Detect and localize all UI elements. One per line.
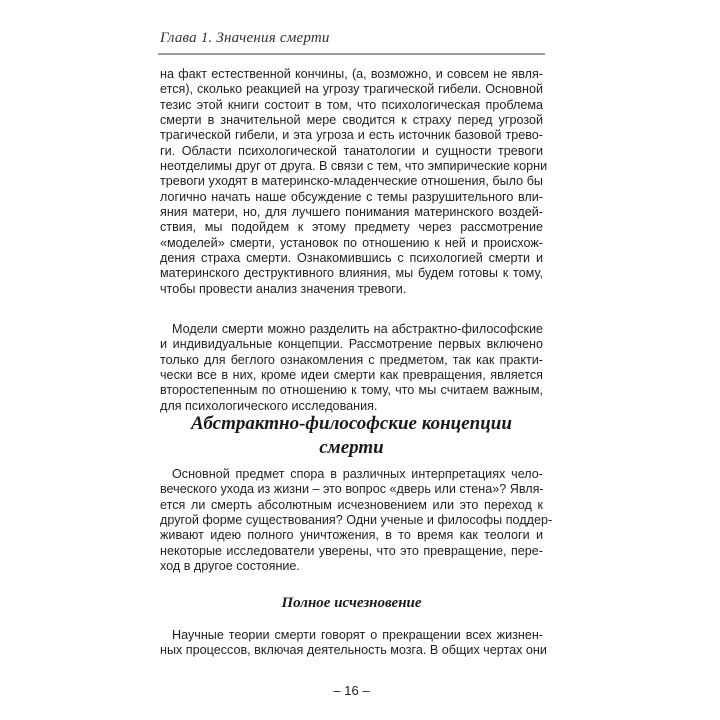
text-line: ется), сколько реакцией на угрозу трагической гибели. Основной (160, 82, 543, 97)
text-line: материнского деструктивного влияния, мы будем готовы к тому, (160, 266, 543, 281)
paragraph-3-text (160, 467, 553, 574)
running-head: Глава 1. Значения смерти (160, 30, 330, 46)
section-heading-line: смерти (319, 437, 384, 458)
text-line: Научные теории смерти говорят о прекращении всех жизнен- (172, 628, 543, 642)
text-line: дения страха смерти. Ознакомившись с психологией смерти и (160, 251, 543, 266)
text-line: веческого ухода из жизни – это вопрос «дверь или стена»? Явля- (160, 482, 544, 497)
text-line: ется ли смерть абсолютным исчезновением или это переход к (160, 497, 543, 512)
paragraph-4 (160, 628, 547, 659)
text-line: ствия, мы подойдем к этому предмету через рассмотрение (160, 220, 543, 235)
text-line: для психологического исследования. (160, 398, 378, 413)
text-line: трагической гибели, и эта угроза и есть источник базовой трево- (160, 128, 543, 143)
text-line: ги. Области психологической танатологии и сущности тревоги (160, 143, 543, 158)
text-line: тревоги уходят в материнско-младенческие отношения, было бы (160, 174, 543, 189)
page-number: – 16 – (333, 683, 370, 698)
text-line: тезис этой книги состоит в том, что психологическая проблема (160, 97, 543, 112)
section-heading (160, 412, 543, 460)
text-line: на факт естественной кончины, (а, возможно, и совсем не явля- (160, 67, 543, 81)
paragraph-2-text (160, 322, 543, 414)
text-line: неотделимы друг от друга. В связи с тем, что эмпирические корни (160, 159, 548, 174)
text-line: ход в другое состояние. (160, 559, 300, 574)
paragraph-1-text (160, 67, 548, 297)
section-heading-line: Абстрактно-философские концепции (191, 413, 512, 434)
paragraph-1 (160, 67, 548, 297)
text-line: чтобы провести анализ значения тревоги. (160, 281, 407, 296)
text-line: яния матери, но, для лучшего понимания материнского воздей- (160, 205, 543, 220)
subsection-heading: Полное исчезновение (281, 595, 422, 611)
text-line: некоторые исследователи уверены, что это превращение, пере- (160, 543, 543, 558)
paragraph-2 (160, 322, 543, 414)
text-line: живают идею полного уничтожения, в то время как теологи и (160, 528, 543, 543)
paragraph-4-text (160, 628, 547, 659)
text-line: только для беглого ознакомления с предметом, так как практи- (160, 352, 543, 367)
text-line: чески все в них, кроме идеи смерти как превращения, является (160, 368, 543, 383)
text-line: логично начать наше обсуждение с темы разрушительного вли- (160, 189, 543, 204)
text-line: ных процессов, включая деятельность мозга. В общих чертах они (160, 643, 547, 658)
text-line: «моделей» смерти, установок по отношению к ней и происхож- (160, 235, 543, 250)
header-rule (158, 53, 545, 55)
text-line: Модели смерти можно разделить на абстрактно-философские (172, 322, 543, 336)
text-line: другой форме существования? Одни ученые и философы поддер- (160, 513, 553, 528)
paragraph-3 (160, 467, 553, 574)
text-line: Основной предмет спора в различных интерпретациях чело- (172, 467, 543, 481)
text-line: смерти в значительной мере сводится к страху перед угрозой (160, 113, 543, 128)
text-line: второстепенным по отношению к тому, что мы считаем важным, (160, 383, 543, 398)
text-line: и индивидуальные концепции. Рассмотрение первых включено (160, 337, 543, 352)
